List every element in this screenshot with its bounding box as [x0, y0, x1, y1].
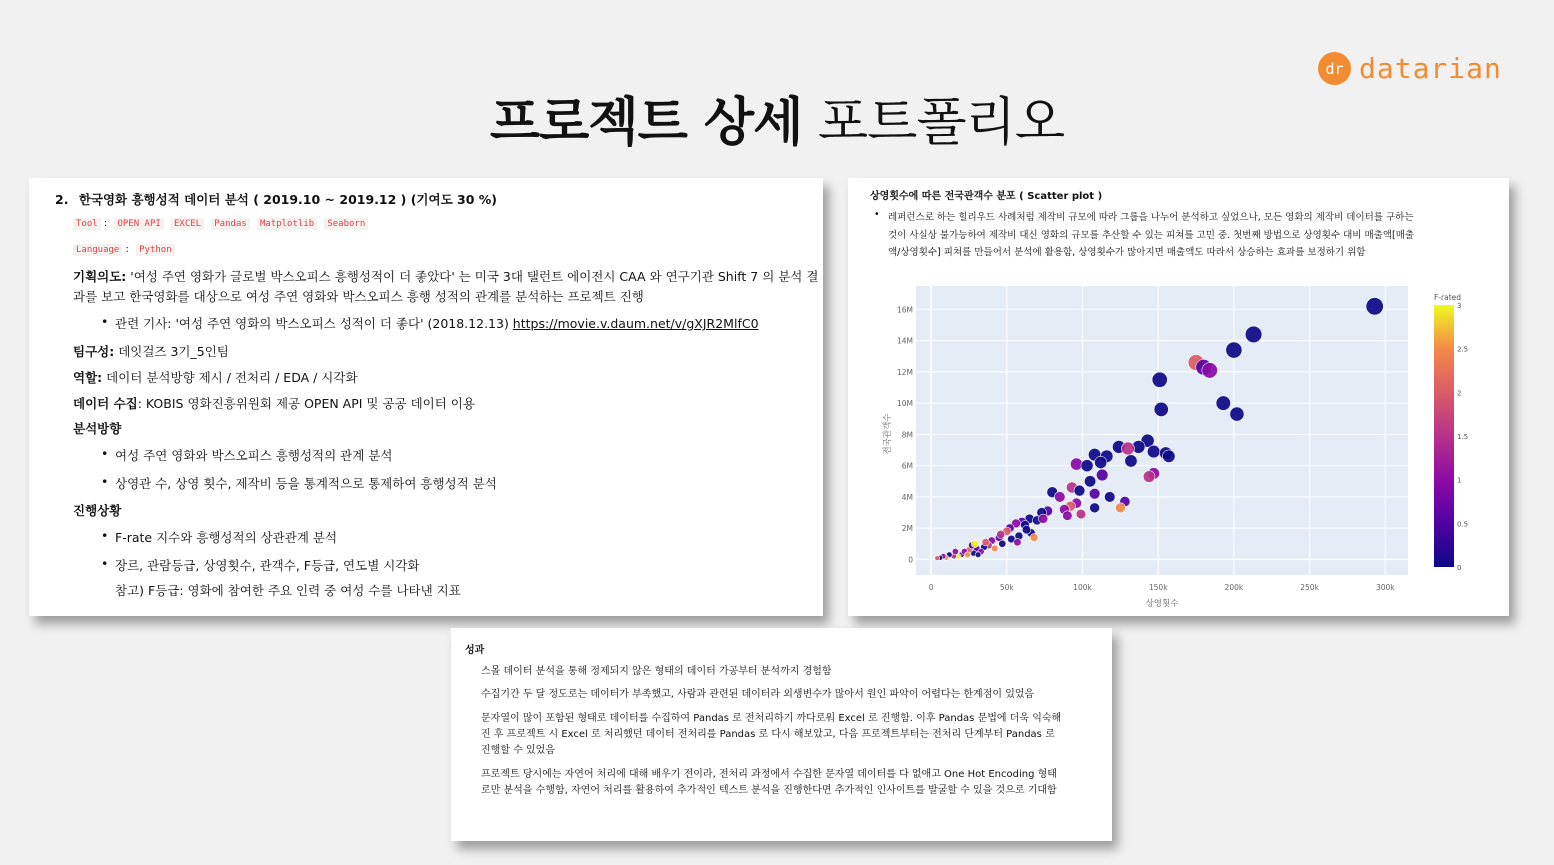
title-bold: 프로젝트 상세	[489, 93, 803, 153]
intent-line-1	[73, 267, 818, 285]
scatter-heading: 상영횟수에 따른 전국관객수 분포 ( Scatter plot )	[870, 191, 1103, 202]
results-item: 프로젝트 당시에는 자연어 처리에 대해 배우기 전이라, 전처리 과정에서 수집한 문자열 데이터를 다 없애고 One Hot Encoding 형태	[481, 769, 1057, 780]
project-number: 2.	[55, 192, 69, 207]
direction-item: • 여성 주연 영화와 박스오피스 흥행성적의 관계 분석	[115, 446, 392, 464]
role-value: 데이터 분석방향 제시 / 전처리 / EDA / 시각화	[102, 370, 358, 385]
scatter-desc-1: • 레퍼런스로 하는 힐리우드 사례처럼 제작비 규모에 따라 그룹을 나누어 분석하고 싶었으나, 모든 영화의 제작비 데이터를 구하는	[888, 209, 1414, 223]
scatter-point	[1154, 402, 1168, 416]
data-value: : KOBIS 영화진흥위원회 제공 OPEN API 및 공공 데이터 이용	[137, 396, 475, 411]
colorbar-title: F-rated	[1434, 293, 1462, 302]
y-tick-label: 12M	[896, 367, 913, 377]
scatter-point	[1063, 511, 1073, 521]
colorbar-tick-label: 3	[1457, 302, 1462, 310]
data-row	[73, 394, 475, 412]
colorbar-tick-label: 0.5	[1457, 520, 1469, 529]
scatter-point	[982, 538, 990, 546]
scatter-point	[1070, 458, 1082, 470]
scatter-point	[1230, 407, 1244, 421]
tool-tag: Pandas	[211, 218, 250, 230]
page-title	[0, 80, 1554, 155]
language-row: Language : Python	[73, 244, 179, 255]
scatter-point	[999, 540, 1006, 547]
scatter-point	[1089, 488, 1100, 499]
direction-heading: 분석방향	[73, 421, 122, 436]
results-item-cont: 로만 분석을 수행함, 자연어 처리를 활용하여 추가적인 텍스트 분석을 진행한다면 추가적인 인사이트를 발굴할 수 있을 것으로 기대함	[481, 785, 1057, 796]
y-tick-label: 4M	[901, 492, 913, 502]
scatter-desc-2: 것이 사실상 불가능하여 제작비 대신 영화의 규모를 추산할 수 있는 피쳐를 고민 중. 첫번째 방법으로 상영횟수 대비 매출액[매출	[888, 230, 1415, 241]
colorbar-tick-label: 2.5	[1457, 345, 1469, 354]
role-label: 역할:	[73, 370, 103, 385]
scatter-point	[1038, 514, 1047, 523]
plot-area	[916, 286, 1408, 575]
scatter-point	[1084, 476, 1095, 487]
title-light: 포트폴리오	[817, 93, 1065, 153]
team-label: 팀구성:	[73, 344, 115, 359]
scatter-point	[1090, 503, 1100, 513]
tool-tag: OPEN API	[114, 218, 163, 230]
scatter-point	[1074, 485, 1085, 496]
y-tick-label: 10M	[896, 399, 913, 409]
scatter-point	[1104, 492, 1115, 503]
x-tick-label: 150k	[1148, 583, 1168, 592]
x-tick-label: 100k	[1073, 583, 1092, 592]
intent-text: '여성 주연 영화가 글로벌 박스오피스 흥행성적이 더 좋았다' 는 미국 3대 탤런트 에이전시 CAA 와 연구기관 Shift 7 의 분석 결	[130, 269, 819, 284]
colorbar-tick-label: 1	[1457, 476, 1462, 485]
tool-row: Tool : OPEN API EXCEL Pandas Matplotlib Seaborn	[73, 218, 372, 229]
x-tick-label: 50k	[999, 583, 1014, 592]
colorbar-tick-label: 2	[1457, 389, 1462, 398]
progress-item: • 장르, 관람등급, 상영횟수, 관객수, F등급, 연도별 시각화	[115, 556, 419, 574]
scatter-point	[1022, 525, 1031, 534]
direction-item: • 상영관 수, 상영 횟수, 제작비 등을 통계적으로 통제하여 흥행성적 분석	[115, 474, 497, 492]
scatter-point	[952, 548, 958, 554]
results-heading: 성과	[465, 645, 485, 656]
scatter-card	[848, 178, 1509, 616]
language-label: Language	[73, 244, 122, 256]
scatter-point	[1096, 469, 1108, 481]
progress-heading: 진행상황	[73, 503, 122, 518]
tool-tag: Matplotlib	[257, 218, 317, 230]
results-item-cont: 진행할 수 있었음	[481, 745, 555, 756]
scatter-point	[1226, 342, 1242, 358]
y-axis-label: 전국관객수	[883, 413, 893, 455]
team-value: 데잇걸즈 3기_5인팀	[114, 344, 229, 359]
y-tick-label: 16M	[896, 305, 913, 315]
scatter-point	[997, 530, 1005, 538]
tool-tag: EXCEL	[171, 218, 204, 230]
scatter-point	[1115, 503, 1125, 513]
y-tick-label: 8M	[901, 430, 913, 440]
tool-label: Tool	[73, 218, 101, 230]
scatter-point	[1147, 445, 1160, 458]
tool-tag: Seaborn	[324, 218, 368, 230]
intent-label: 기획의도:	[73, 269, 127, 284]
y-tick-label: 6M	[901, 461, 913, 471]
role-row	[73, 368, 358, 386]
colorbar-tick-label: 0	[1457, 564, 1462, 572]
scatter-point	[965, 552, 971, 558]
colorbar-tick-label: 1.5	[1457, 433, 1469, 441]
scatter-point	[1216, 396, 1231, 411]
article-text: 관련 기사: '여성 주연 영화의 박스오피스 성적이 더 좋다' (2018.12.13)	[115, 316, 513, 331]
x-axis-label: 상영횟수	[1145, 599, 1179, 609]
x-tick-label: 0	[928, 583, 934, 592]
project-heading: 한국영화 흥행성적 데이터 분석 ( 2019.10 ~ 2019.12 ) (기여도 30 %)	[78, 192, 497, 207]
scatter-point	[1054, 492, 1065, 503]
scatter-point	[991, 545, 998, 552]
scatter-point	[1366, 298, 1383, 315]
results-item-cont: 진 후 프로젝트 시 Excel 로 처리했던 데이터 전처리를 Pandas 로 다시 해보았고, 다음 프로젝트부터는 전처리 단계부터 Pandas 로	[481, 729, 1055, 740]
scatter-point	[1081, 460, 1093, 472]
scatter-point	[1202, 363, 1218, 379]
results-card	[451, 628, 1112, 841]
scatter-point	[1030, 534, 1038, 542]
y-tick-label: 2M	[901, 524, 913, 534]
scatter-point	[1125, 455, 1137, 467]
intent-line-2: 과를 보고 한국영화를 대상으로 여성 주연 영화와 박스오피스 흥행 성적의 관계를 분석하는 프로젝트 진행	[73, 289, 644, 304]
article-item	[115, 314, 759, 332]
f-grade-note: 참고) F등급: 영화에 참여한 주요 인력 중 여성 수를 나타낸 지표	[115, 583, 461, 598]
results-item: 문자열이 많이 포함된 형태로 데이터를 수집하여 Pandas 로 전처리하기 까다로워 Excel 로 진행함. 이후 Pandas 문법에 더욱 익숙해	[481, 713, 1062, 724]
scatter-plot	[848, 276, 1509, 616]
y-tick-label: 0	[908, 555, 913, 565]
scatter-point	[975, 552, 981, 558]
scatter-point	[1163, 450, 1176, 463]
logo-text: datarian	[1359, 52, 1502, 85]
progress-item: • F-rate 지수와 흥행성적의 상관관계 분석	[115, 528, 337, 546]
scatter-point	[1152, 372, 1167, 387]
scatter-point	[1076, 509, 1086, 519]
x-tick-label: 200k	[1224, 583, 1244, 592]
scatter-point	[935, 556, 940, 561]
x-tick-label: 300k	[1375, 583, 1395, 592]
scatter-desc-3: 액/상영횟수] 피쳐를 만들어서 분석에 활용함, 상영횟수가 많아지면 매출액도 따라서 상승하는 효과를 보정하기 위함	[888, 247, 1366, 258]
data-label: 데이터 수집	[73, 396, 138, 411]
team-row	[73, 342, 229, 360]
colorbar	[1434, 305, 1454, 567]
project-card	[29, 178, 823, 616]
scatter-point	[971, 540, 978, 547]
y-tick-label: 14M	[896, 336, 913, 346]
results-item: 스몰 데이터 분석을 통해 정제되지 않은 형태의 데이터 가공부터 분석까지 경험함	[481, 666, 832, 677]
results-item: 수집기간 두 달 정도로는 데이터가 부족했고, 사람과 관련된 데이터라 외생변수가 많아서 원인 파악이 어렵다는 한계점이 있었음	[481, 689, 1035, 700]
scatter-point	[1095, 456, 1107, 468]
scatter-point	[1143, 471, 1155, 483]
language-tag: Python	[136, 244, 175, 256]
scatter-point	[1014, 538, 1022, 546]
scatter-point	[1121, 442, 1134, 455]
article-link[interactable]: https://movie.v.daum.net/v/gXJR2MlfC0	[512, 316, 759, 331]
scatter-point	[1245, 326, 1262, 343]
x-tick-label: 250k	[1300, 583, 1319, 592]
logo-mark: dr	[1318, 52, 1351, 85]
